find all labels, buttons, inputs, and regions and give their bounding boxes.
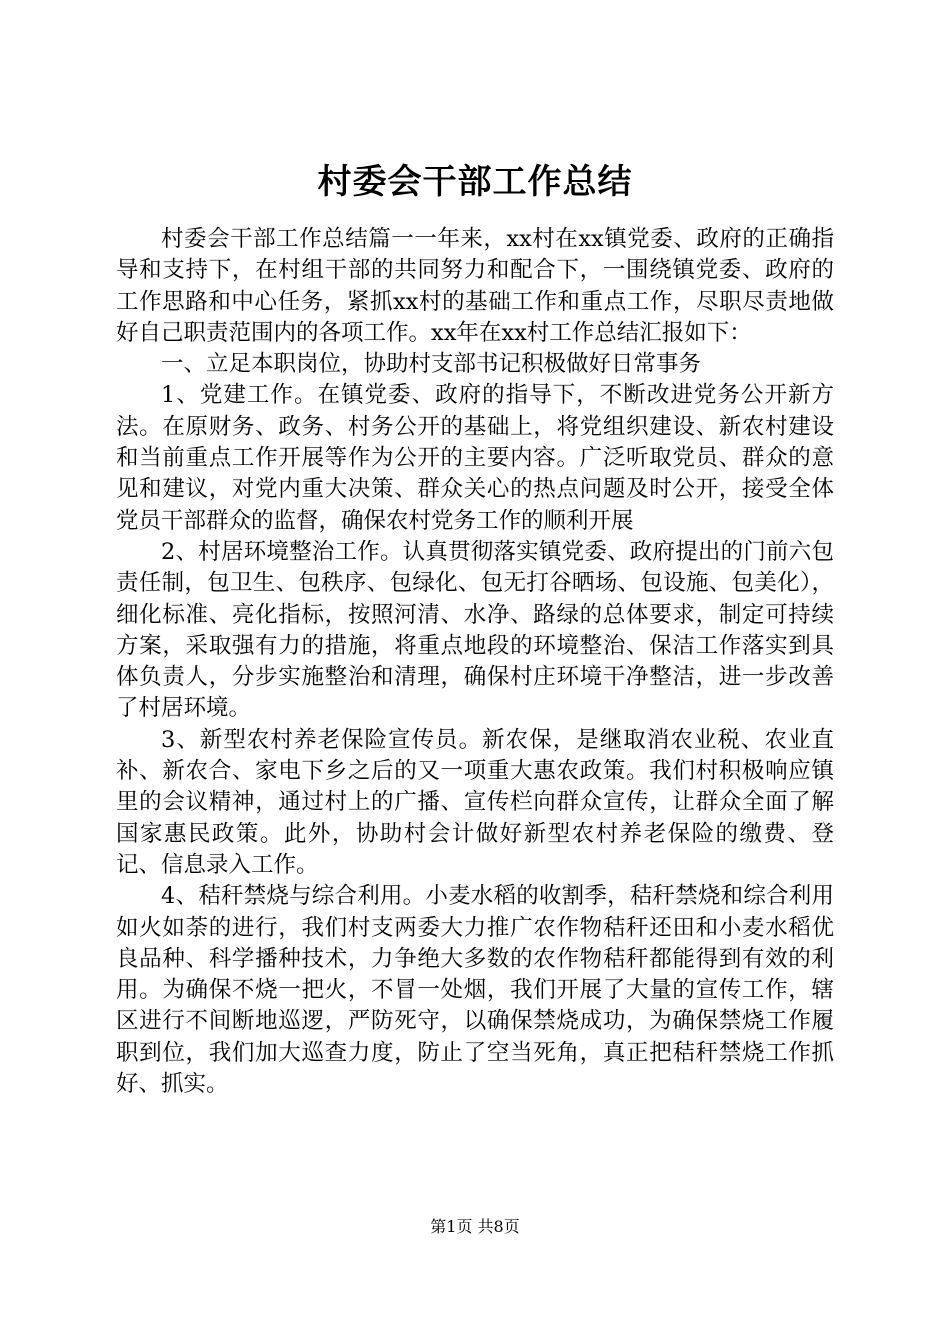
paragraph-pension-insurance: 3、新型农村养老保险宣传员。新农保，是继取消农业税、农业直补、新农合、家电下乡之后的又一项重大惠农政策。我们村积极响应镇里的会议精神，通过村上的广播、宣传栏向群众宣传，让群众全面了解国家惠民政策。此外，协助村会计做好新型农村养老保险的缴费、登记、信息录入工作。 (116, 726, 834, 878)
paragraph-straw-burning: 4、秸秆禁烧与综合利用。小麦水稻的收割季，秸秆禁烧和综合利用如火如荼的进行，我们村支两委大力推广农作物秸秆还田和小麦水稻优良品种、科学播种技术，力争绝大多数的农作物秸秆都能得到有效的利用。为确保不烧一把火，不冒一处烟，我们开展了大量的宣传工作，辖区进行不间断地巡逻，严防死守，以确保禁烧成功，为确保禁烧工作履职到位，我们加大巡查力度，防止了空当死角，真正把秸秆禁烧工作抓好、抓实。 (116, 883, 834, 1098)
document-body (116, 224, 834, 1100)
paragraph-environment: 2、村居环境整治工作。认真贯彻落实镇党委、政府提出的门前六包责任制，包卫生、包秩序、包绿化、包无打谷晒场、包设施、包美化），细化标准、亮化指标，按照河清、水净、路绿的总体要求，制定可持续方案，采取强有力的措施，将重点地段的环境整治、保洁工作落实到具体负责人，分步实施整治和清理，确保村庄环境干净整洁，进一步改善了村居环境。 (116, 538, 834, 722)
paragraph-party-building: 1、党建工作。在镇党委、政府的指导下，不断改进党务公开新方法。在原财务、政务、村务公开的基础上，将党组织建设、新农村建设和当前重点工作开展等作为公开的主要内容。广泛听取党员、群众的意见和建议，对党内重大决策、群众关心的热点问题及时公开，接受全体党员干部群众的监督，确保农村党务工作的顺利开展 (116, 382, 834, 534)
paragraph-intro: 村委会干部工作总结篇一一年来，xx村在xx镇党委、政府的正确指导和支持下，在村组干部的共同努力和配合下，一围绕镇党委、政府的工作思路和中心任务，紧抓xx村的基础工作和重点工作，尽职尽责地做好自己职责范围内的各项工作。xx年在xx村工作总结汇报如下： (116, 226, 834, 346)
document-title: 村委会干部工作总结 (317, 162, 633, 202)
page-number-footer: 第1页 共8页 (430, 1217, 520, 1236)
paragraph-section-heading: 一、立足本职岗位，协助村支部书记积极做好日常事务 (161, 351, 702, 378)
